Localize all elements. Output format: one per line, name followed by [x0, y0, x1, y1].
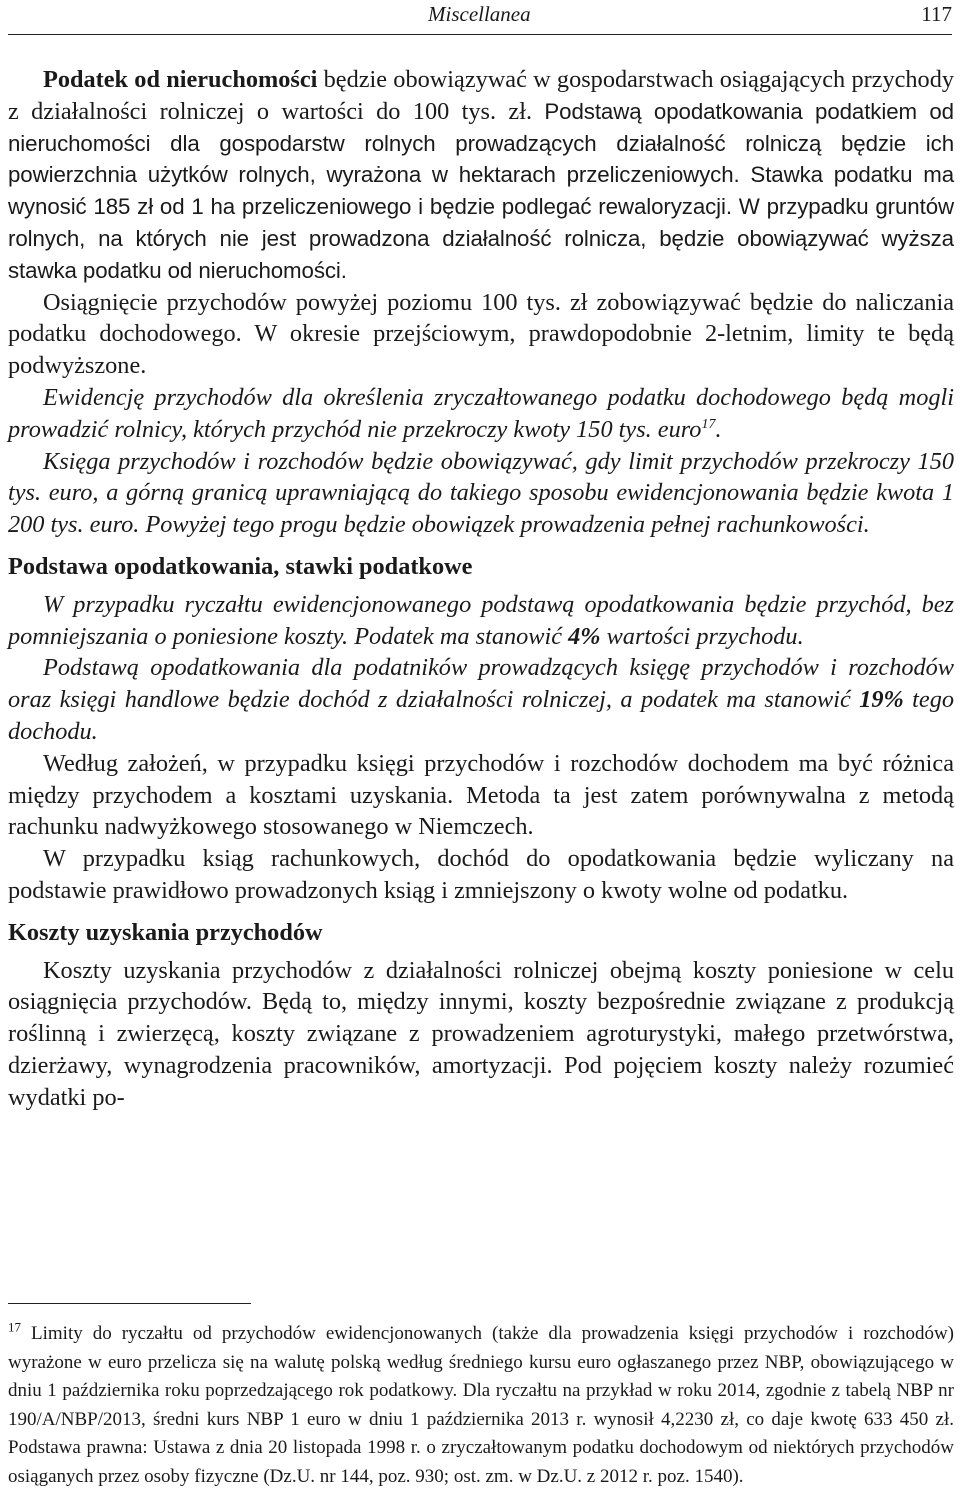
rate-4-percent: 4%	[568, 622, 601, 650]
body-text	[8, 64, 954, 1114]
paragraph-book-taxpayers	[8, 652, 954, 747]
paragraph-accounting-books: W przypadku ksiąg rachunkowych, dochód do opodatkowania będzie wyliczany na podstawie prawidłowo prowadzonych ksiąg i zmniejszony o kwoty wolne od podatku.	[8, 845, 954, 904]
paragraph-property-tax-serif: będzie obowiązywać w gospodarstwach osiągających przychody z działalności rolniczej o wartości do 100 tys. zł.	[8, 66, 954, 125]
running-title: Miscellanea	[428, 2, 531, 26]
paragraph-income-threshold: Osiągnięcie przychodów powyżej poziomu 100 tys. zł zobowiązywać będzie do naliczania podatku dochodowego. W okresie przejściowym, prawdopodobnie 2-letnim, limity te będą podwyższone.	[8, 288, 954, 380]
section-heading-tax-base: Podstawa opodatkowania, stawki podatkowe	[8, 552, 473, 580]
section-heading-costs: Koszty uzyskania przychodów	[8, 918, 323, 946]
paragraph-revenue-records-end: .	[715, 415, 722, 443]
footnote-number: 17	[8, 1319, 21, 1335]
paragraph-lump-sum	[8, 589, 954, 653]
rate-19-percent: 19%	[859, 686, 904, 714]
footnote-reference[interactable]: 17	[701, 416, 716, 432]
paragraph-lump-sum-end: wartości przychodu.	[600, 622, 804, 650]
paragraph-lump-sum-text: W przypadku ryczałtu ewidencjonowanego podstawą opodatkowania będzie przychód, bez pomniejszania o poniesione koszty. Podatek ma stanowić	[8, 590, 954, 650]
paragraph-costs: Koszty uzyskania przychodów z działalności rolniczej obejmą koszty poniesione w celu osiągnięcia przychodów. Będą to, między innymi, koszty bezpośrednie związane z produkcją roślinną i zwierzęcą, koszty związane z prowadzeniem agroturystyki, małego przetwórstwa, dzierżawy, wynagrodzenia pracowników, amortyzacji. Pod pojęciem koszty należy rozumieć wydatki po-	[8, 956, 954, 1111]
footnote-17	[8, 1320, 954, 1491]
footnote-text: Limity do ryczałtu od przychodów ewidencjonowanych (także dla prowadzenia księgi przychodów i rozchodów) wyrażone w euro przelicza się na walutę polską według średniego kursu euro ogłaszanego przez NBP, obowiązującego w dniu 1 października roku poprzedzającego rok podatkowy. Dla ryczałtu na przykład w roku 2014, zgodnie z tabelą NBP nr 190/A/NBP/2013, średni kurs NBP 1 euro w dniu 1 października 2013 r. wynosił 4,2230 zł, co daje kwotę 633 450 zł. Podstawa prawna: Ustawa z dnia 20 listopada 1998 r. o zryczałtowanym podatku dochodowym od niektórych przychodów osiąganych przez osoby fizyczne (Dz.U. nr 144, poz. 930; ost. zm. w Dz.U. z 2012 r. poz. 1540).	[8, 1323, 954, 1487]
paragraph-property-tax-sans: Podstawą opodatkowania podatkiem od nieruchomości dla gospodarstw rolnych prowadzących działalność rolniczą będzie ich powierzchnia użytków rolnych, wyrażona w hektarach przeliczeniowych. Stawka podatku ma wynosić 185 zł od 1 ha przeliczeniowego i będzie podlegać rewaloryzacji. W przypadku gruntów rolnych, na których nie jest prowadzona działalność rolnicza, będzie obowiązywać wyższa stawka podatku od nieruchomości.	[8, 98, 954, 283]
paragraph-revenue-records	[8, 382, 954, 446]
paragraph-book-taxpayers-text: Podstawą opodatkowania dla podatników prowadzących księgę przychodów i rozchodów oraz księgi handlowe będzie dochód z działalności rolniczej, a podatek ma stanowić	[8, 654, 954, 714]
running-header	[8, 0, 952, 35]
paragraph-income-difference: Według założeń, w przypadku księgi przychodów i rozchodów dochodem ma być różnica między przychodem a kosztami uzyskania. Metoda ta jest zatem porównywalna z metodą rachunku nadwyżkowego stosowanego w Niemczech.	[8, 749, 954, 841]
paragraph-revenue-records-text: Ewidencję przychodów dla określenia zryczałtowanego podatku dochodowego będą mogli prowadzić rolnicy, których przychód nie przekroczy kwoty 150 tys. euro	[8, 383, 954, 443]
term-property-tax: Podatek od nieruchomości	[43, 66, 318, 93]
paragraph-revenue-book: Księga przychodów i rozchodów będzie obowiązywać, gdy limit przychodów przekroczy 150 tys. euro, a górną granicą uprawniającą do takiego sposobu ewidencjonowania będzie kwota 1 200 tys. euro. Powyżej tego progu będzie obowiązek prowadzenia pełnej rachunkowości.	[8, 447, 954, 539]
page-number: 117	[921, 2, 952, 26]
footnote-divider	[8, 1303, 251, 1304]
paragraph-property-tax	[8, 64, 954, 287]
paragraph-book-taxpayers-end: tego dochodu.	[8, 686, 954, 745]
